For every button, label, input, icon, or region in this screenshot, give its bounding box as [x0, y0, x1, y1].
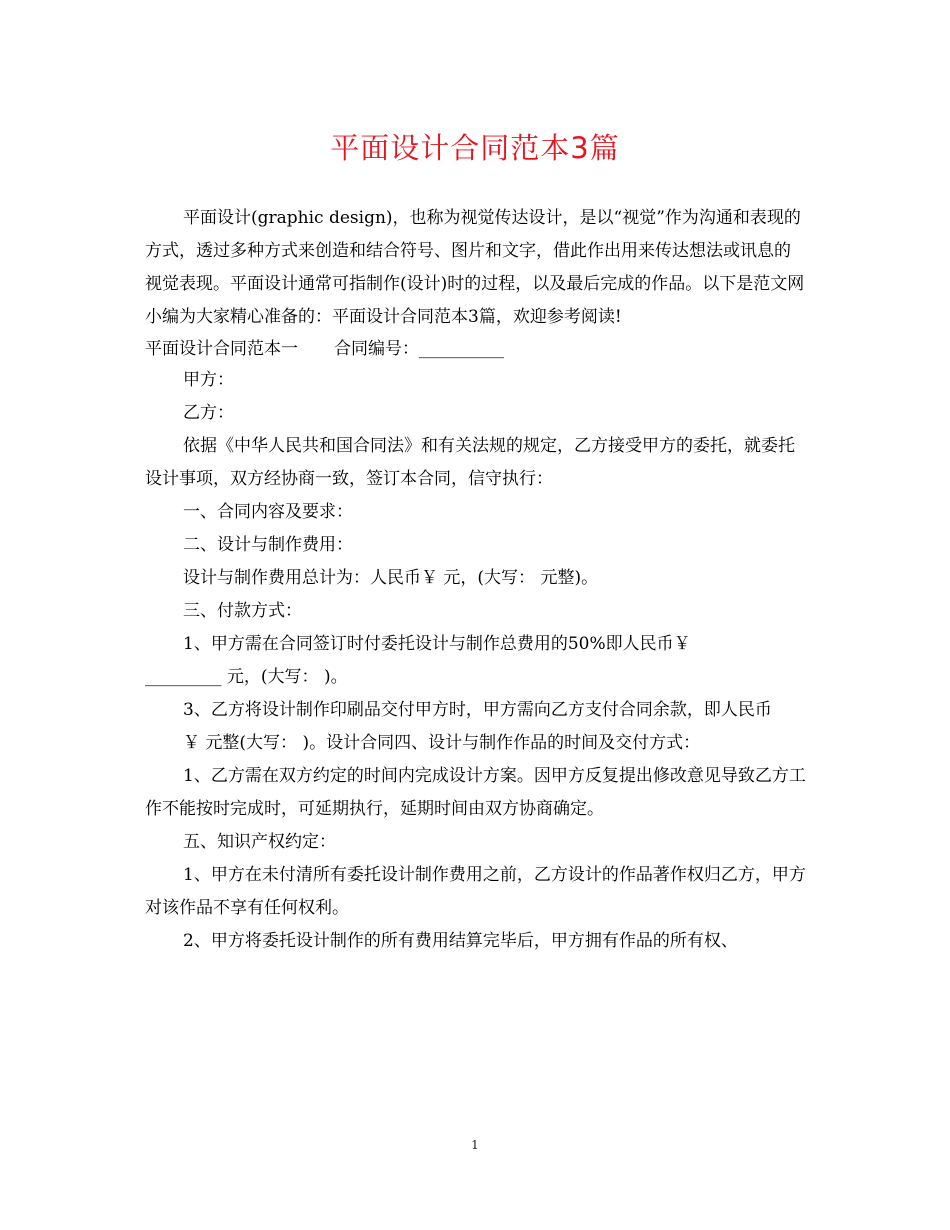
payment-clause-1: 1、甲方需在合同签订时付委托设计与制作总费用的50%即人民币￥ [183, 634, 691, 654]
ip-clause-1: 1、甲方在未付清所有委托设计制作费用之前，乙方设计的作品著作权归乙方，甲方对该作品不享有任何权利。 [145, 865, 806, 918]
payment-clause-1-blank: _________ [145, 667, 222, 687]
party-a: 甲方： [183, 370, 234, 390]
contract-basis: 依据《中华人民共和国合同法》和有关法规的规定，乙方接受甲方的委托，就委托设计事项，双方经协商一致，签订本合同，信守执行： [145, 436, 795, 489]
section-3-heading: 三、付款方式： [183, 601, 302, 621]
page-number: 1 [471, 1138, 479, 1152]
payment-clause-3: 3、乙方将设计制作印刷品交付甲方时，甲方需向乙方支付合同余款，即人民币 [183, 700, 772, 720]
document-body [145, 202, 807, 958]
contract-heading: 平面设计合同范本一 [145, 339, 298, 359]
payment-clause-3-cont: ￥ 元整(大写： )。设计合同四、设计与制作作品的时间及交付方式： [183, 733, 701, 753]
document-title: 平面设计合同范本3篇 [330, 131, 620, 165]
section-5-heading: 五、知识产权约定： [183, 832, 336, 852]
section-1-heading: 一、合同内容及要求： [183, 502, 353, 522]
delivery-clause-1: 1、乙方需在双方约定的时间内完成设计方案。因甲方反复提出修改意见导致乙方工作不能按时完成时，可延期执行，延期时间由双方协商确定。 [145, 766, 806, 819]
payment-clause-1-tail: 元，(大写： )。 [221, 667, 348, 687]
ip-clause-2: 2、甲方将委托设计制作的所有费用结算完毕后，甲方拥有作品的所有权、 [183, 931, 738, 951]
section-2-heading: 二、设计与制作费用： [183, 535, 353, 555]
party-b: 乙方： [183, 403, 234, 423]
contract-number-blank: __________ [419, 339, 504, 359]
intro-paragraph: 平面设计(graphic design)，也称为视觉传达设计，是以“视觉”作为沟通和表现的方式，透过多种方式来创造和结合符号、图片和文字，借此作出用来传达想法或讯息的视觉表现。平面设计通常可指制作(设计)时的过程，以及最后完成的作品。以下是范文网小编为大家精心准备的：平面设计合同范本3篇，欢迎参考阅读! [145, 208, 805, 327]
contract-number-label: 合同编号： [334, 339, 419, 359]
contract-heading-line [145, 334, 807, 364]
payment-clause-1-cont [145, 661, 807, 694]
fee-total: 设计与制作费用总计为：人民币￥ 元，(大写： 元整)。 [183, 568, 599, 588]
